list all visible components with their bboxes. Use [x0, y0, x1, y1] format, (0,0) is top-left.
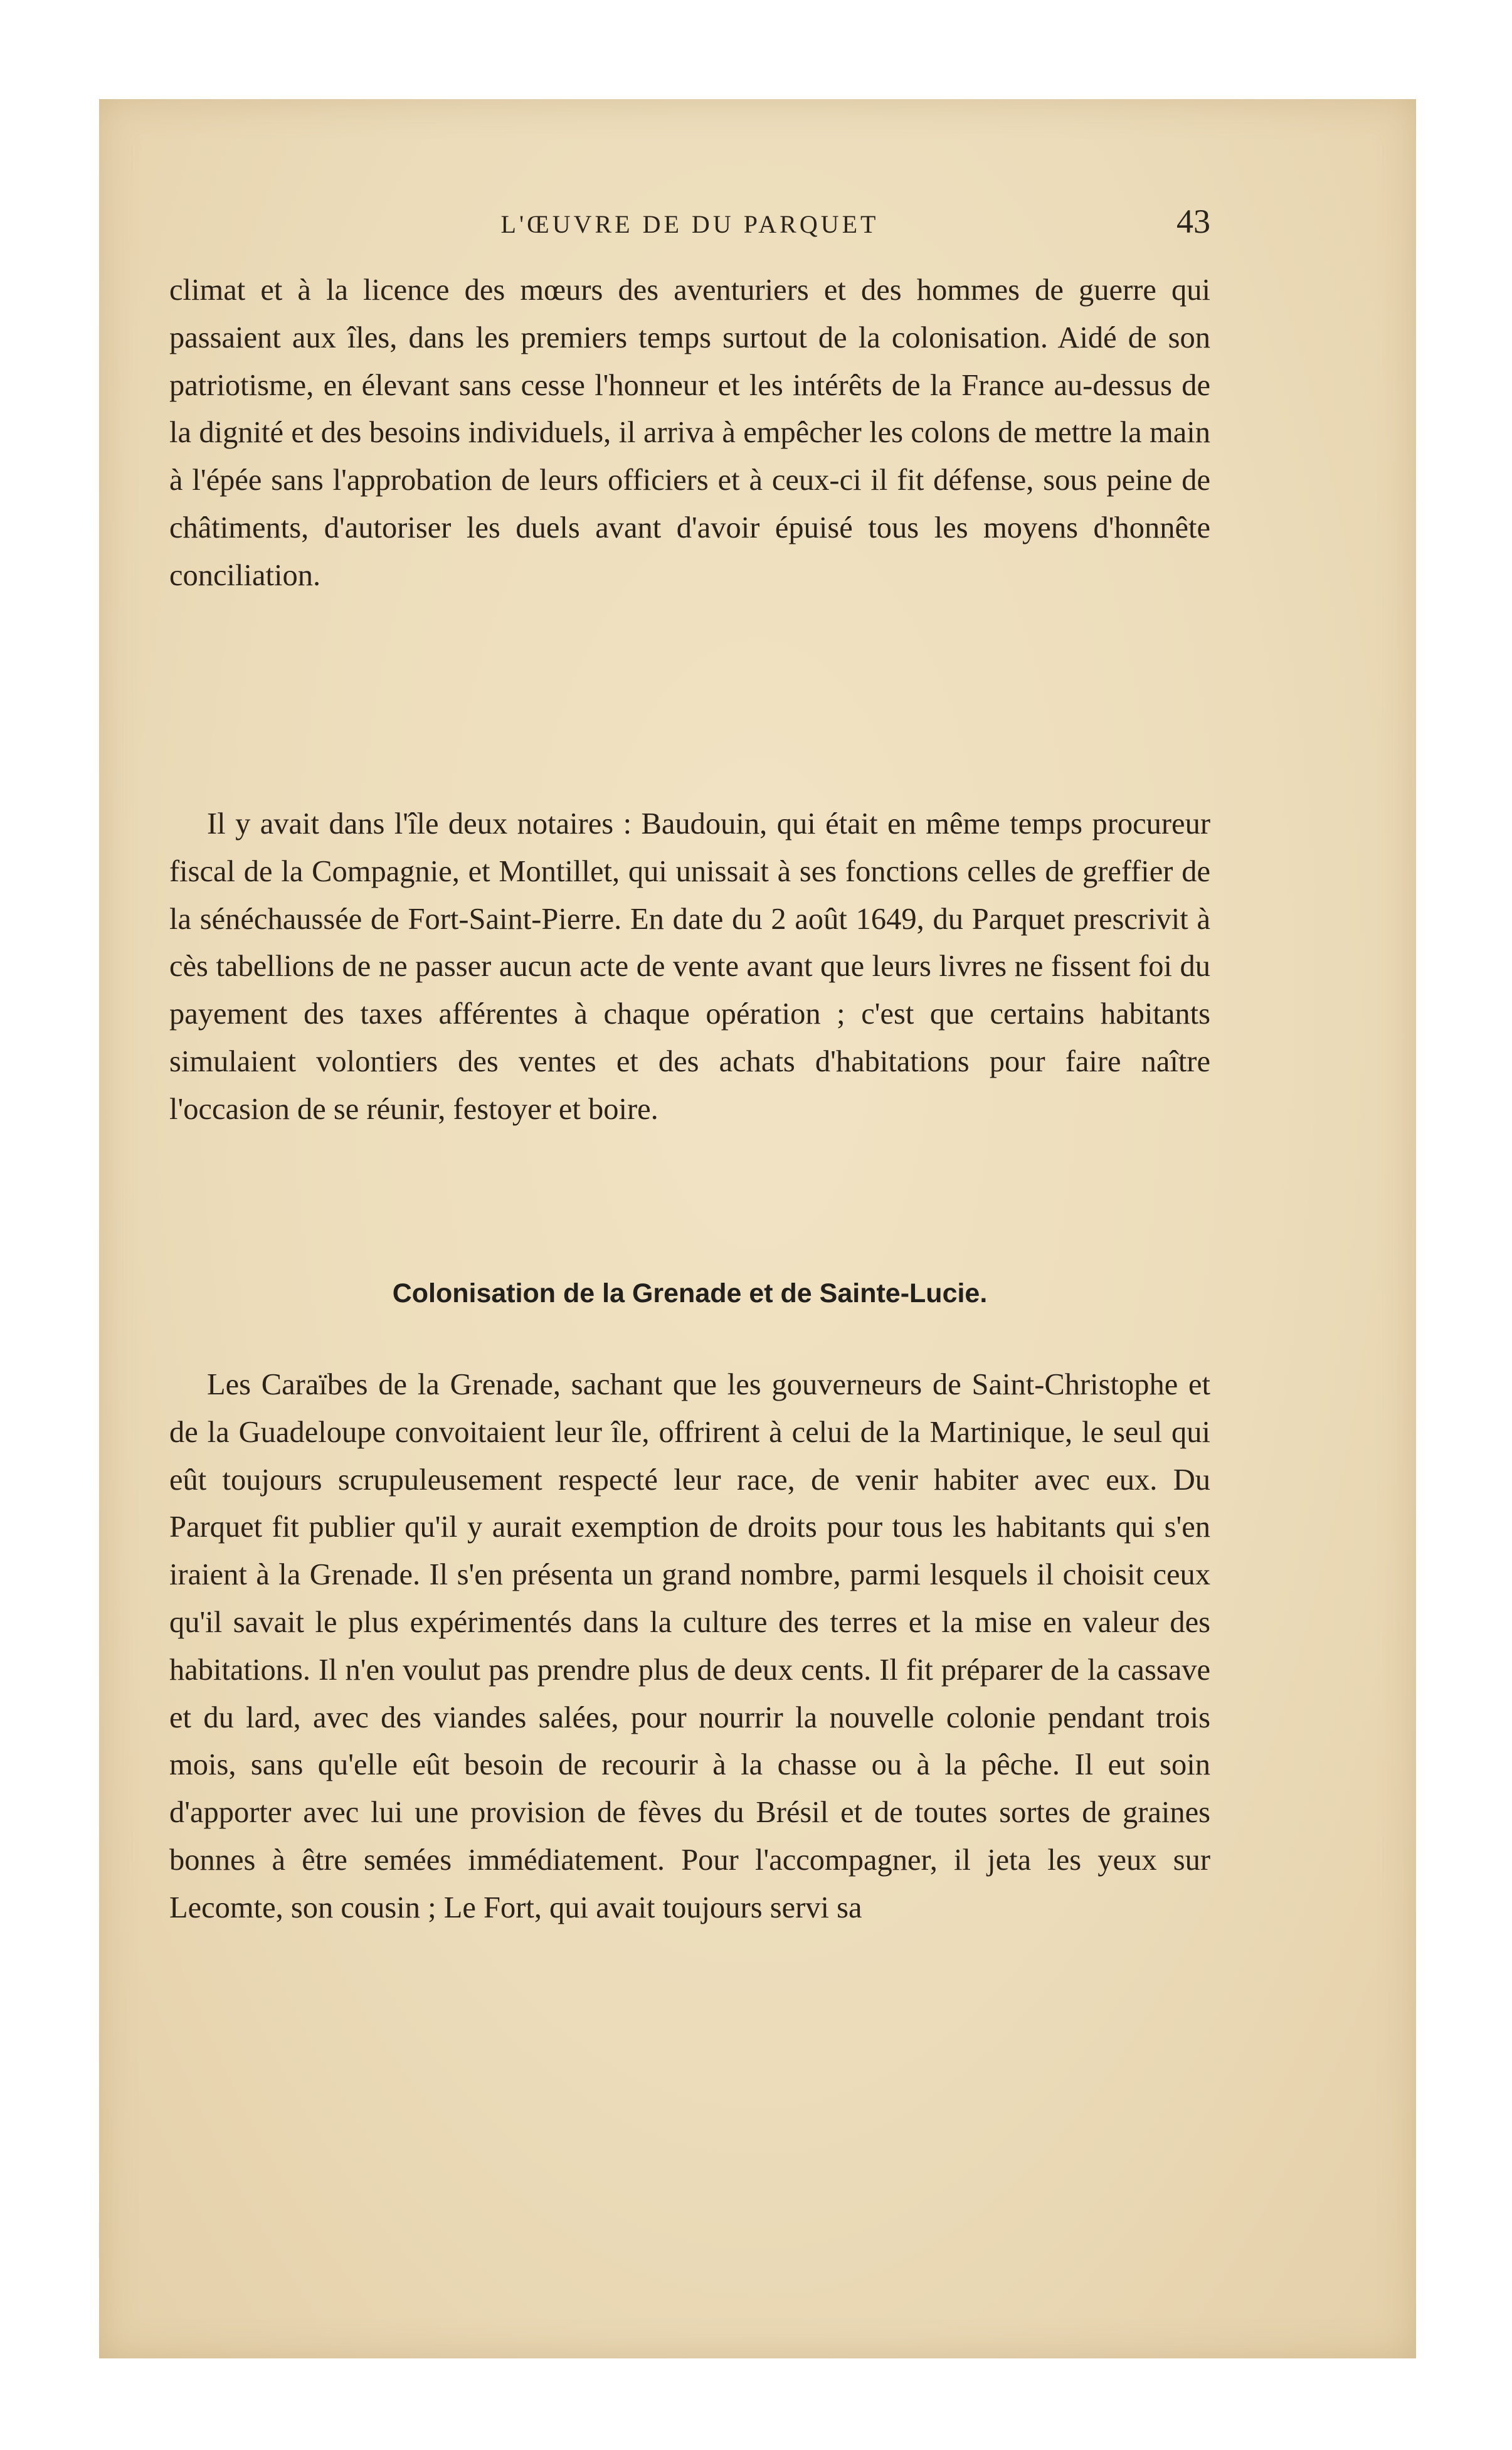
paragraph-continuation: climat et à la licence des mœurs des aventuriers et des hommes de guerre qui passaient aux îles, dans les premiers temps surtout de la colonisation. Aidé de son patriotisme, en élevant sans cesse l'honneur et les intérêts de la France au-dessus de la dignité et des besoins individuels, il arriva à empêcher les colons de mettre la main à l'épée sans l'approbation de leurs officiers et à ceux-ci il fit défense, sous peine de châtiments, d'autoriser les duels avant d'avoir épuisé tous les moyens d'honnête conciliation. — [169, 273, 1210, 592]
paragraph-notaires: Il y avait dans l'île deux notaires : Baudouin, qui était en même temps procureur fiscal de la Compagnie, et Montillet, qui unissait à ses fonctions celles de greffier de la sénéchaussée de Fort-Saint-Pierre. En date du 2 août 1649, du Parquet prescrivit à cès tabellions de ne passer aucun acte de vente avant que leurs livres ne fissent foi du payement des taxes afférentes à chaque opération ; c'est que certains habitants simulaient volontiers des ventes et des achats d'habitations pour faire naître l'occasion de se réunir, festoyer et boire. — [169, 807, 1210, 1126]
page-header — [169, 202, 1210, 252]
page-number: 43 — [1176, 203, 1210, 240]
paragraph-grenade: Les Caraïbes de la Grenade, sachant que les gouverneurs de Saint-Christophe et de la Guadeloupe convoitaient leur île, offrirent à celui de la Martinique, le seul qui eût toujours scrupuleusement respecté leur race, de venir habiter avec eux. Du Parquet fit publier qu'il y aurait exemption de droits pour tous les habitants qui s'en iraient à la Grenade. Il s'en présenta un grand nombre, parmi lesquels il choisit ceux qu'il savait le plus expérimentés dans la culture des terres et la mise en valeur des habitations. Il n'en voulut pas prendre plus de deux cents. Il fit préparer de la cassave et du lard, avec des viandes salées, pour nourrir la nouvelle colonie pendant trois mois, sans qu'elle eût besoin de recourir à la chasse ou à la pêche. Il eut soin d'apporter avec lui une provision de fèves du Brésil et de toutes sortes de graines bonnes à être semées immédiatement. Pour l'accompagner, il jeta les yeux sur Lecomte, son cousin ; Le Fort, qui avait toujours servi sa — [169, 1368, 1210, 1924]
running-title: L'ŒUVRE DE DU PARQUET — [500, 210, 879, 238]
section-heading: Colonisation de la Grenade et de Sainte-Lucie. — [392, 1278, 988, 1308]
